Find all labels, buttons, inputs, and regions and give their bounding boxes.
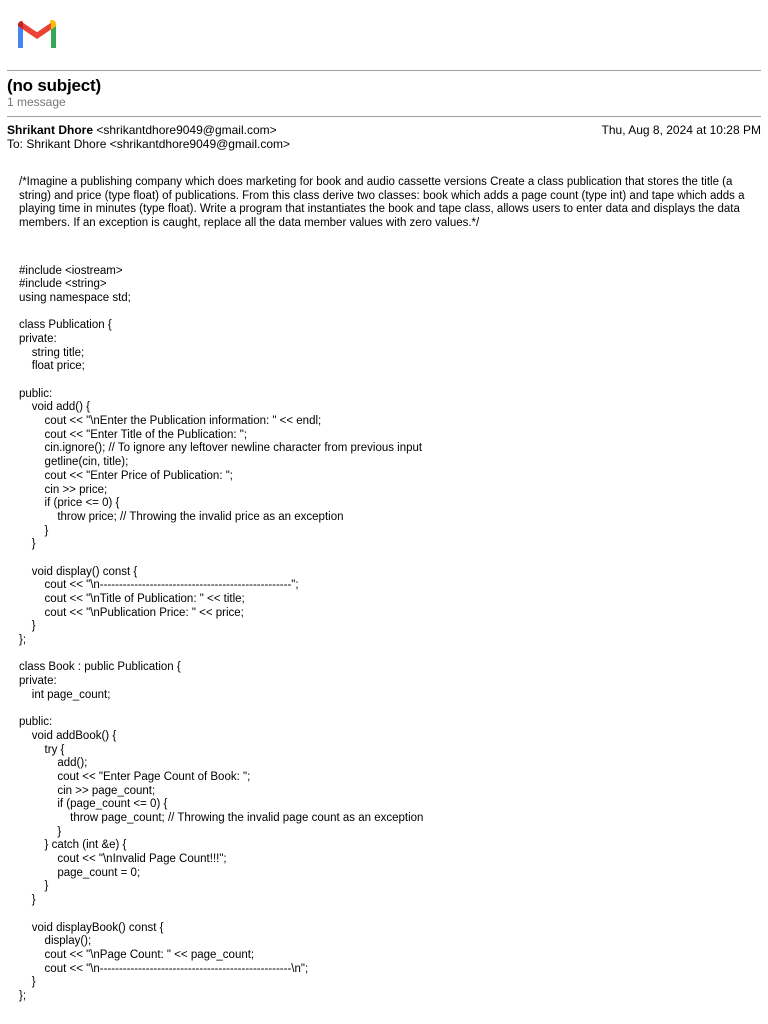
code-line — [19, 251, 754, 265]
code-line: cin.ignore(); // To ignore any leftover newline character from previous input — [19, 442, 423, 455]
code-line: page_count = 0; — [19, 866, 141, 879]
gmail-logo-icon — [15, 18, 59, 50]
code-line: cout << "\nPage Count: " << page_count; — [19, 948, 255, 961]
code-line: try { — [19, 743, 65, 756]
code-line: class Publication { — [19, 319, 112, 332]
code-line: cout << "\nPublication Price: " << price; — [19, 606, 244, 619]
code-line: } — [19, 620, 36, 633]
header-divider — [7, 70, 761, 71]
code-line: }; — [19, 634, 27, 647]
message-intro: /*Imagine a publishing company which does marketing for book and audio cassette versions Create a class publication that stores the title (a string) and price (type float) of publications. From this class derive two classes: book which adds a page count (type int) and tape which adds a playing time in minutes (type float). Write a program that instantiates the book and tape class, allows users to enter data and displays the data members. If an exception is caught, replace all the data member values with zero values.*/ — [19, 176, 745, 230]
code-line: #include <iostream> — [19, 264, 123, 277]
code-line: } — [19, 880, 49, 893]
sender-line — [7, 123, 277, 137]
code-line: } catch (int &e) { — [19, 839, 127, 852]
code-line — [19, 552, 754, 566]
code-line: public: — [19, 716, 53, 729]
code-line — [19, 908, 754, 922]
code-line: using namespace std; — [19, 291, 131, 304]
recipient-line: To: Shrikant Dhore <shrikantdhore9049@gmail.com> — [7, 137, 290, 151]
code-line: throw price; // Throwing the invalid price as an exception — [19, 510, 344, 523]
code-line: } — [19, 538, 36, 551]
code-line: } — [19, 524, 49, 537]
code-line: float price; — [19, 360, 85, 373]
code-line: cout << "Enter Page Count of Book: "; — [19, 770, 251, 783]
sender-name: Shrikant Dhore — [7, 123, 94, 137]
code-line: private: — [19, 332, 57, 345]
code-line: cout << "Enter Price of Publication: "; — [19, 469, 233, 482]
code-block — [19, 251, 754, 1004]
sender-email: <shrikantdhore9049@gmail.com> — [96, 123, 277, 137]
code-line: add(); — [19, 757, 88, 770]
message-date: Thu, Aug 8, 2024 at 10:28 PM — [601, 123, 761, 137]
email-subject: (no subject) — [7, 76, 101, 95]
code-line — [19, 374, 754, 388]
code-line — [19, 703, 754, 717]
code-line: cin >> page_count; — [19, 784, 156, 797]
message-count: 1 message — [7, 95, 66, 109]
code-line: }; — [19, 989, 27, 1002]
code-line: cout << "\nEnter the Publication information: " << endl; — [19, 415, 322, 428]
code-line: cout << "\n--------------------------------------------------"; — [19, 579, 299, 592]
code-line: #include <string> — [19, 278, 107, 291]
code-line: if (price <= 0) { — [19, 497, 120, 510]
code-line — [19, 306, 754, 320]
message-body — [19, 176, 754, 1004]
code-line — [19, 648, 754, 662]
code-line: cout << "Enter Title of the Publication: "; — [19, 428, 248, 441]
code-line: cout << "\nInvalid Page Count!!!"; — [19, 853, 227, 866]
code-line: void addBook() { — [19, 729, 117, 742]
code-line: } — [19, 894, 36, 907]
code-line: throw page_count; // Throwing the invalid page count as an exception — [19, 812, 424, 824]
code-line: getline(cin, title); — [19, 456, 129, 469]
code-line: public: — [19, 387, 53, 400]
code-line: string title; — [19, 346, 85, 359]
code-line: int page_count; — [19, 688, 111, 701]
code-line: cin >> price; — [19, 483, 108, 496]
code-line: cout << "\nTitle of Publication: " << title; — [19, 593, 245, 605]
code-line: } — [19, 825, 62, 838]
code-line: private: — [19, 675, 57, 688]
code-line: display(); — [19, 935, 92, 948]
code-line: class Book : public Publication { — [19, 661, 181, 674]
code-line: void add() { — [19, 401, 90, 414]
code-line: void displayBook() const { — [19, 921, 164, 934]
code-line: void display() const { — [19, 565, 138, 578]
code-line: cout << "\n--------------------------------------------------\n"; — [19, 962, 309, 975]
code-line: if (page_count <= 0) { — [19, 798, 168, 811]
subject-divider — [7, 116, 761, 117]
code-line: } — [19, 976, 36, 989]
